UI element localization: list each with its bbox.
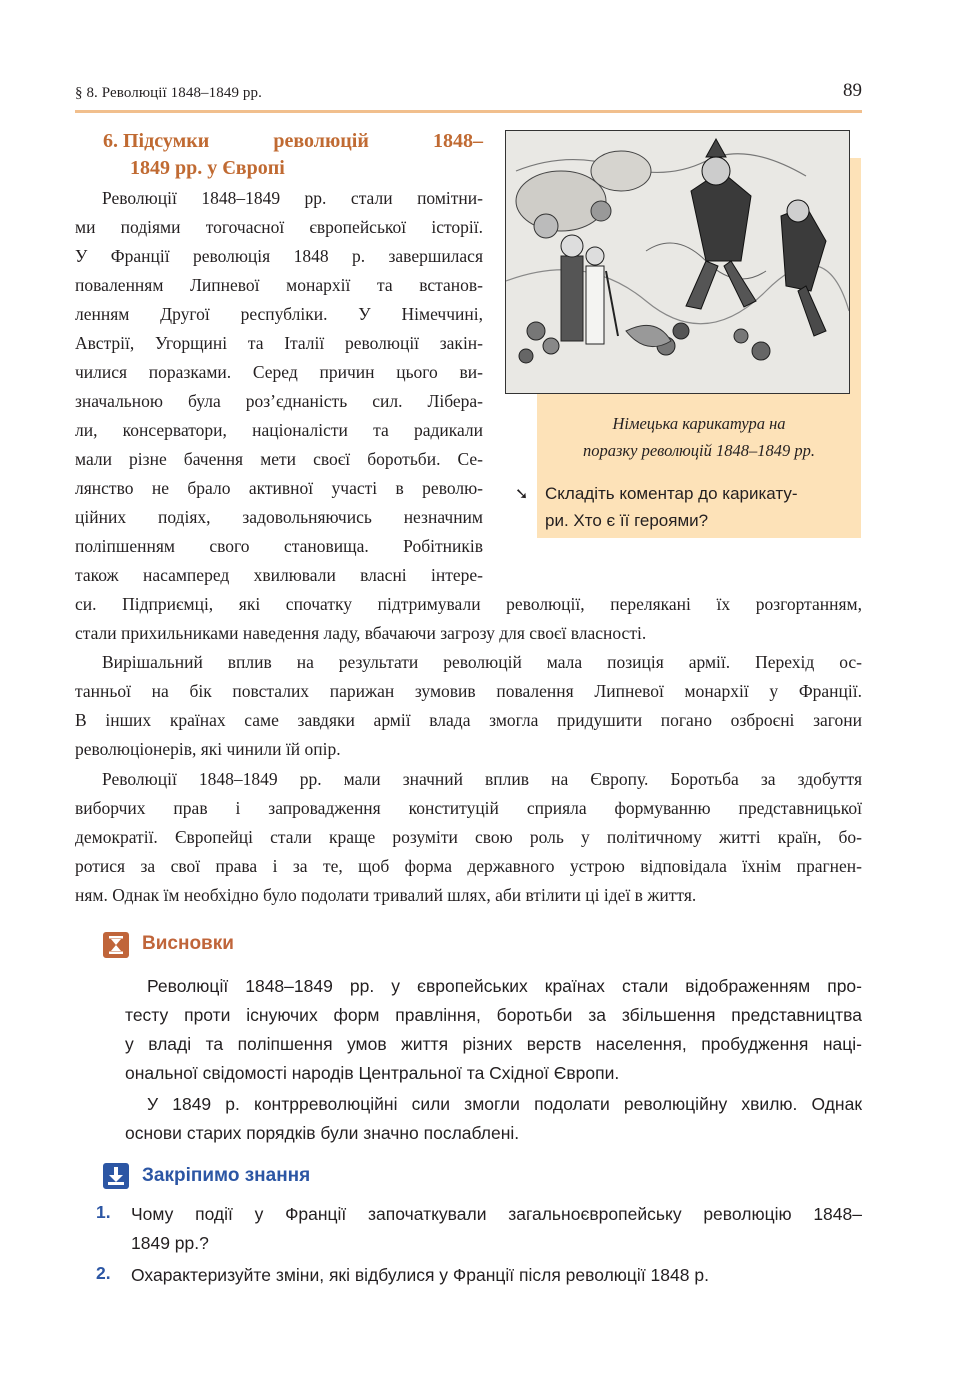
conclusions-paragraph-1: Революції 1848–1849 рр. у європейських країнах стали відображенням про- тесту проти існуючих форм правління, боротьби за збільшення представництва у владі та поліпшення умов життя різних верств населення, пробудження наці- ональної свідомості народів Центральної та Східної Європи. — [125, 976, 862, 1083]
page-number: 89 — [843, 80, 862, 101]
conclusions-title: Висновки — [142, 933, 234, 954]
paragraph-1: Революції 1848–1849 рр. стали помітни- ми подіями тогочасної європейської історії. У Франції революція 1848 р. завершилася поваленням Липневої монархії та встанов- ленням Другої республіки. У Німеччині, Австрії, Угорщині та Італії революції закін- чилися поразками. Серед причин цього ви- значальною була роз’єднаність сил. Лібера- ли, консерватори, націоналісти та радикали мали різне бачення мети своєї боротьби. Се- лянство не брало активної участі в револю- ційних подіях, задовольняючись незначним поліпшенням свого становища. Робітників також насамперед хвилювали власні інтере- — [75, 188, 483, 585]
paragraph-3: Революції 1848–1849 рр. мали значний вплив на Європу. Боротьба за здобуття виборчих прав і запровадження конституцій сприяла формуванню представницької демократії. Європейці стали краще розуміти свою роль у політичному житті країн, бо- ротися за свої права і за те, щоб форма державного устрою відповідала їхнім прагнен- ням. Однак їм необхідно було подолати тривалий шлях, аби втілити ці ідеї в життя. — [75, 769, 862, 905]
question-number: 2. — [96, 1263, 111, 1283]
question-number: 1. — [96, 1202, 111, 1222]
review-title: Закріпимо знання — [142, 1165, 311, 1186]
download-icon — [103, 1163, 129, 1189]
header-divider — [75, 110, 862, 113]
question-2: 2. Охарактеризуйте зміни, які відбулися у Франції після революції 1848 р. — [96, 1263, 709, 1285]
section-title: 6. Підсумки революцій 1848– 1849 рр. у Європі — [103, 130, 483, 179]
paragraph-1-continued: си. Підприємці, які спочатку підтримували революції, перелякані їх розгортанням, стали прихильниками наведення ладу, вбачаючи загрозу для своєї власності. — [75, 594, 862, 643]
running-header: § 8. Революції 1848–1849 рр. — [75, 85, 262, 101]
figure-task: Складіть коментар до карикату- ри. Хто є її героями? — [545, 484, 798, 530]
figure-caption: Німецька карикатура на поразку революцій 1848–1849 рр. — [583, 414, 815, 460]
question-1: 1. Чому події у Франції започаткували загальноєвропейську революцію 1848– 1849 рр.? — [96, 1202, 862, 1253]
hourglass-icon — [103, 932, 129, 958]
paragraph-2: Вирішальний вплив на результати революцій мала позиція армії. Перехід ос- танньої на бік повсталих парижан зумовив повалення Липневої монархії у Франції. В інших країнах саме завдяки армії влада змогла придушити погано озброєні загони революціонерів, які чинили їй опір. — [75, 652, 862, 759]
caricature-image — [505, 130, 850, 394]
conclusions-paragraph-2: У 1849 р. контрреволюційні сили змогли подолати революційну хвилю. Однак основи старих порядків були значно послаблені. — [125, 1094, 862, 1143]
arrow-icon: ➘ — [515, 484, 529, 503]
